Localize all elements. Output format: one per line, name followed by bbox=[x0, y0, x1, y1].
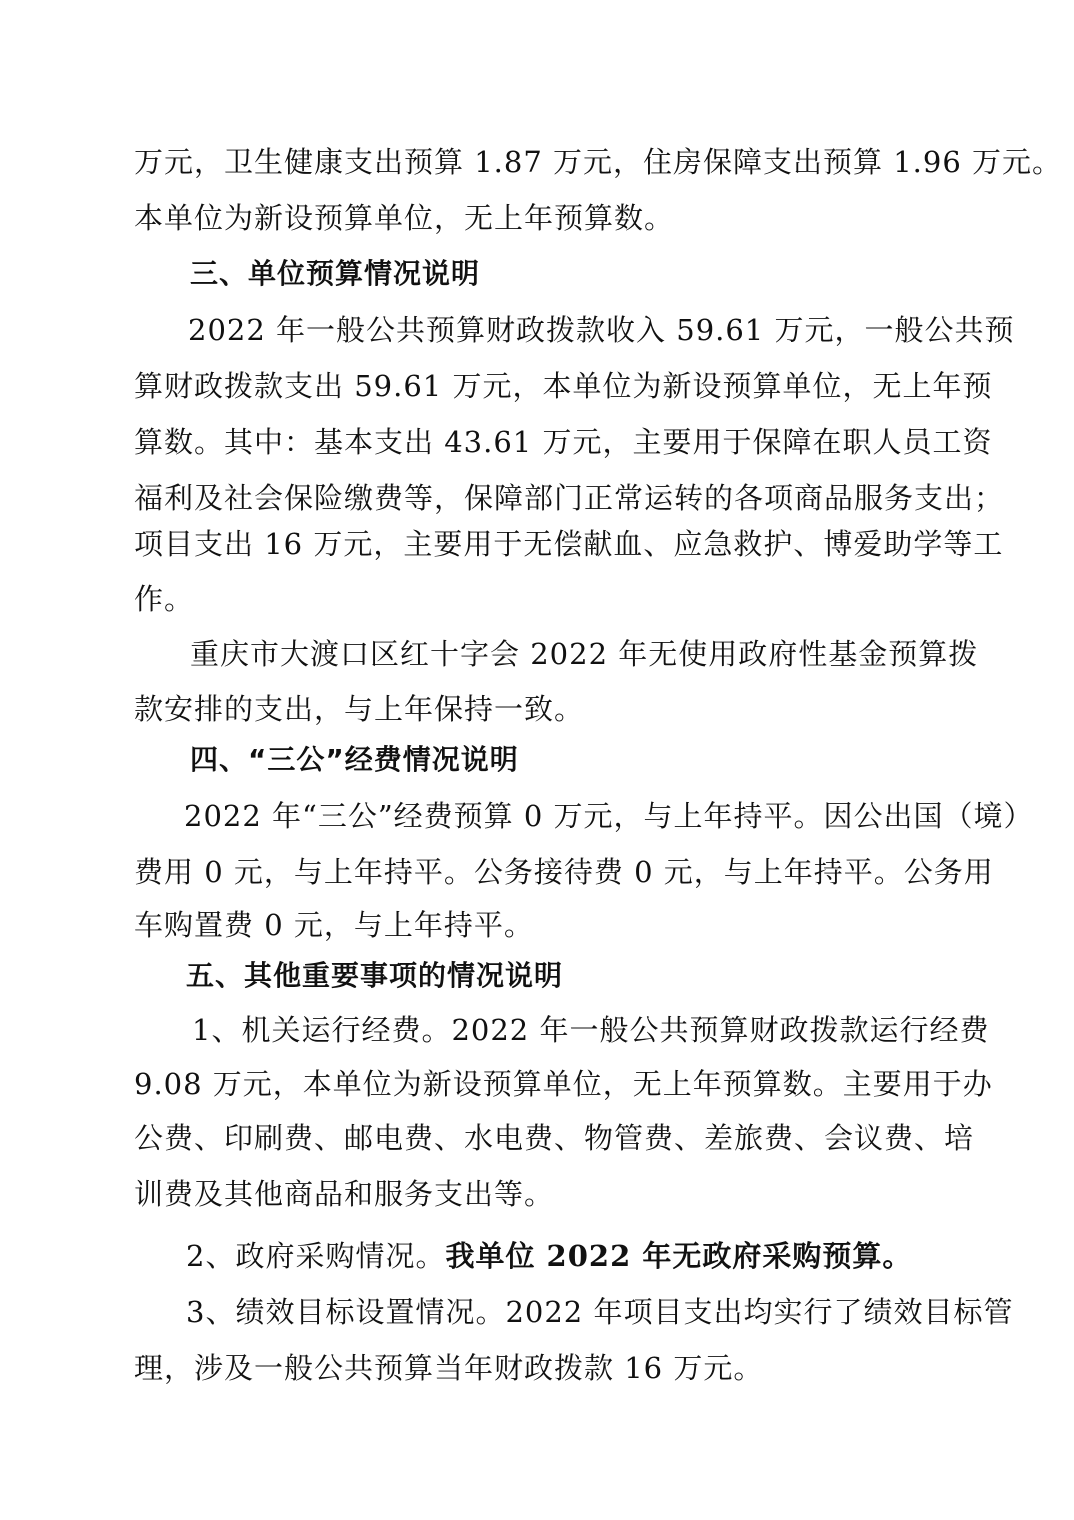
paragraph-line: 2022 年“三公”经费预算 0 万元，与上年持平。因公出国（境） bbox=[184, 799, 1034, 833]
paragraph-line: 算数。其中：基本支出 43.61 万元，主要用于保障在职人员工资 bbox=[134, 425, 993, 459]
paragraph-line: 作。 bbox=[134, 582, 195, 616]
procurement-label: 2、政府采购情况。 bbox=[186, 1239, 446, 1273]
paragraph-line: 9.08 万元，本单位为新设预算单位，无上年预算数。主要用于办 bbox=[134, 1067, 993, 1101]
paragraph-line: 训费及其他商品和服务支出等。 bbox=[134, 1177, 555, 1211]
paragraph-line: 算财政拨款支出 59.61 万元，本单位为新设预算单位，无上年预 bbox=[134, 369, 993, 403]
section-3-heading: 三、单位预算情况说明 bbox=[190, 257, 481, 290]
procurement-statement: 我单位 2022 年无政府采购预算。 bbox=[445, 1239, 913, 1273]
paragraph-line: 2022 年一般公共预算财政拨款收入 59.61 万元，一般公共预 bbox=[188, 313, 1015, 347]
section-5-heading: 五、其他重要事项的情况说明 bbox=[186, 959, 564, 992]
paragraph-line: 重庆市大渡口区红十字会 2022 年无使用政府性基金预算拨 bbox=[190, 637, 979, 671]
paragraph-line: 3、绩效目标设置情况。2022 年项目支出均实行了绩效目标管 bbox=[186, 1295, 1014, 1329]
paragraph-line: 福利及社会保险缴费等，保障部门正常运转的各项商品服务支出； bbox=[134, 481, 1005, 515]
paragraph-line: 公费、印刷费、邮电费、水电费、物管费、差旅费、会议费、培 bbox=[134, 1121, 975, 1155]
procurement-line bbox=[186, 1239, 946, 1273]
paragraph-line: 本单位为新设预算单位，无上年预算数。 bbox=[134, 201, 675, 235]
section-4-heading: 四、“三公”经费情况说明 bbox=[190, 743, 519, 776]
paragraph-line: 1、机关运行经费。2022 年一般公共预算财政拨款运行经费 bbox=[192, 1013, 990, 1047]
paragraph-line: 万元，卫生健康支出预算 1.87 万元，住房保障支出预算 1.96 万元。 bbox=[134, 145, 1063, 179]
paragraph-line: 项目支出 16 万元，主要用于无偿献血、应急救护、博爱助学等工 bbox=[134, 527, 1004, 561]
paragraph-line: 车购置费 0 元，与上年持平。 bbox=[134, 908, 534, 942]
paragraph-line: 款安排的支出，与上年保持一致。 bbox=[134, 692, 585, 726]
paragraph-line: 理，涉及一般公共预算当年财政拨款 16 万元。 bbox=[134, 1351, 764, 1385]
paragraph-line: 费用 0 元，与上年持平。公务接待费 0 元，与上年持平。公务用 bbox=[134, 855, 994, 889]
